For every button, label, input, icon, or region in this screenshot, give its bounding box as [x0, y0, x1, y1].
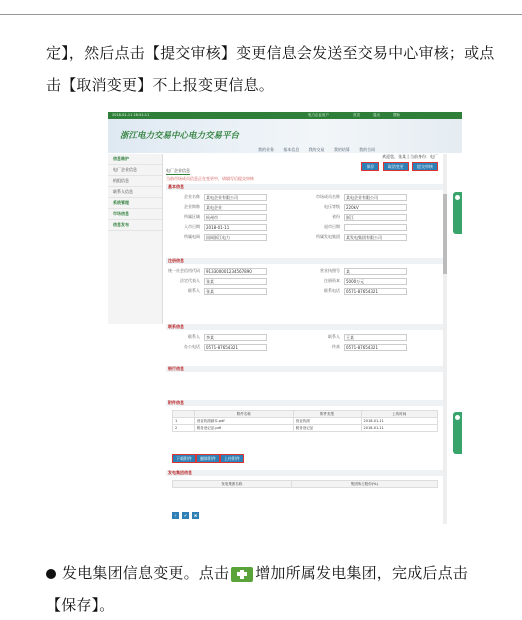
top-nav: [258, 147, 383, 153]
field-label: 电压等级: [324, 204, 340, 209]
topbar-home[interactable]: 首页: [353, 113, 360, 117]
table-cell: 1: [173, 418, 195, 425]
nav-item[interactable]: 我的合同: [359, 147, 376, 152]
field-label: 联系电话: [324, 288, 340, 293]
field-label: 统一社会信用代码: [168, 268, 200, 273]
field-label: 办公电话: [184, 344, 200, 349]
field-label: 所属区域: [184, 214, 200, 219]
field-input[interactable]: 220kV: [344, 204, 407, 211]
field-label: 传真: [332, 344, 340, 349]
field-input[interactable]: 某: [344, 268, 407, 275]
field-label: 所属发电集团: [316, 234, 340, 239]
download-attachment-button[interactable]: 下载附件: [172, 454, 196, 463]
field-input[interactable]: 李某: [204, 334, 267, 341]
scrollbar-thumb[interactable]: [443, 194, 447, 274]
field-label: 联系人: [188, 334, 200, 339]
current-user-info: 欢迎您，张某 | 当前身份：电厂: [382, 154, 438, 159]
screenshot-scrollbar[interactable]: [443, 154, 447, 524]
field-label: 联系人: [328, 334, 340, 339]
table-cell: 2018-01-11: [361, 425, 437, 432]
field-input[interactable]: 张某: [204, 288, 267, 295]
screenshot-main: [166, 154, 442, 524]
field-input[interactable]: 0571-87654321: [344, 288, 407, 295]
floating-side-tab[interactable]: [453, 192, 462, 234]
platform-title: 浙江电力交易中心电力交易平台: [120, 131, 240, 141]
embedded-screenshot: [108, 112, 462, 524]
bullet-dot-icon: [46, 569, 56, 579]
field-label: 企业简称: [184, 204, 200, 209]
section-generation-group: 发电集团信息: [166, 470, 444, 476]
text-segment: 发电集团信息变更。点击: [62, 564, 230, 582]
field-label: 所属电网: [184, 234, 200, 239]
change-hint: 当前市场成员信息正在变更中，请填写后提交审核: [166, 176, 254, 181]
sidebar-group[interactable]: 市场信息: [108, 209, 162, 220]
table-header: 附件类型: [293, 411, 361, 418]
form-row: [166, 204, 442, 212]
nav-item[interactable]: 我的交易: [308, 147, 325, 152]
nav-item[interactable]: 我的业务: [258, 147, 274, 152]
section-basic: 基本信息: [166, 184, 444, 190]
field-input[interactable]: 杭州市: [204, 214, 267, 221]
form-row: [166, 288, 442, 296]
section-contact: 联系信息: [166, 324, 444, 330]
table-cell: 2: [173, 425, 195, 432]
floating-side-tab[interactable]: [453, 412, 462, 454]
date-input[interactable]: 2018-01-11: [204, 224, 267, 231]
table-row[interactable]: [173, 425, 438, 432]
add-row-icon[interactable]: ＋: [173, 513, 178, 518]
sidebar-item[interactable]: 机组信息: [108, 176, 162, 187]
section-bank: 银行信息: [166, 366, 444, 372]
form-row: [166, 278, 442, 286]
table-row[interactable]: [173, 418, 438, 425]
sidebar-group[interactable]: 信息维护: [108, 154, 162, 165]
paragraph-line-2: 击【取消变更】不上报变更信息。: [46, 76, 275, 94]
topbar-logout[interactable]: 退出: [373, 113, 380, 117]
form-row: [166, 344, 442, 352]
date-input[interactable]: [344, 224, 407, 231]
submit-review-button[interactable]: 提交审核: [412, 162, 438, 171]
table-header: 集团所占股份(%): [291, 481, 437, 488]
field-label: 联系人: [188, 288, 200, 293]
cancel-change-button[interactable]: 取消变更: [383, 162, 409, 171]
table-cell: 税务登记证.pdf: [194, 425, 293, 432]
field-input[interactable]: 某电企业有限公司: [204, 194, 267, 201]
field-label: 退市日期: [324, 224, 340, 229]
form-row: [166, 334, 442, 342]
group-table: [172, 480, 438, 488]
text-segment: 增加所属发电集团，完成后点击: [255, 564, 469, 582]
paragraph-line-1: 定】，然后点击【提交审核】变更信息会发送至交易中心审核；或点: [46, 44, 495, 62]
attachment-table: [172, 410, 438, 432]
field-label: 入市日期: [184, 224, 200, 229]
field-input[interactable]: 张某: [204, 278, 267, 285]
table-header: 附件名称: [194, 411, 293, 418]
table-cell: 税务登记证: [293, 425, 361, 432]
table-header: [173, 411, 195, 418]
paragraph-line-4: 【保存】。: [46, 596, 115, 614]
field-input[interactable]: 某电企业: [204, 204, 267, 211]
field-label: 注册资本: [324, 278, 340, 283]
field-label: 营业执照号: [320, 268, 340, 273]
nav-item[interactable]: 基本信息: [283, 147, 300, 152]
action-buttons: [359, 162, 438, 171]
topbar-datetime: 2018-01-11 16:51:11: [112, 113, 150, 117]
form-row: [166, 234, 442, 242]
table-header: 上传时间: [361, 411, 437, 418]
upload-attachment-button[interactable]: 上传附件: [220, 454, 244, 463]
field-input[interactable]: 5000万元: [344, 278, 407, 285]
table-cell: 2018-01-11: [361, 418, 437, 425]
form-row: [166, 268, 442, 276]
field-input[interactable]: 国网浙江电力: [204, 234, 267, 241]
page-top-rule: [0, 14, 522, 15]
field-input[interactable]: 某电企业有限公司: [344, 194, 407, 201]
paragraph-line-3: [46, 558, 468, 588]
field-label: 市场成员名称: [316, 194, 340, 199]
field-input[interactable]: 浙江: [344, 214, 407, 221]
table-cell: 营业执照副本.pdf: [194, 418, 293, 425]
sidebar-item[interactable]: 电厂企业信息: [108, 165, 162, 176]
field-input[interactable]: 0571-87654321: [344, 344, 407, 351]
save-button[interactable]: 保存: [361, 162, 379, 171]
field-label: 企业名称: [184, 194, 200, 199]
form-row: [166, 194, 442, 202]
section-attachments: 附件信息: [166, 400, 444, 406]
section-registration: 注册信息: [166, 258, 444, 264]
screenshot-banner: [108, 119, 462, 153]
field-label: 法定代表人: [180, 278, 200, 283]
field-input[interactable]: 913300001234567890: [204, 268, 267, 275]
delete-row-icon[interactable]: ✖: [193, 513, 198, 518]
field-input[interactable]: 王某: [344, 334, 407, 341]
screenshot-topbar: [108, 112, 462, 119]
table-header: 发电集团名称: [173, 481, 292, 488]
field-input[interactable]: 0571-87654321: [204, 344, 267, 351]
table-cell: 营业执照: [293, 418, 361, 425]
delete-attachment-button[interactable]: 删除附件: [196, 454, 220, 463]
form-row: [166, 214, 442, 222]
tab-company-info[interactable]: 电厂企业信息: [166, 168, 190, 173]
field-input[interactable]: 某发电集团有限公司: [344, 234, 407, 241]
topbar-help[interactable]: 帮助: [393, 113, 400, 117]
screenshot-sidebar: [108, 154, 163, 324]
field-label: 省份: [332, 214, 340, 219]
form-row: [166, 224, 442, 232]
sidebar-group[interactable]: 系统管理: [108, 198, 162, 209]
topbar-user-type: 电力企业用户: [308, 113, 329, 117]
sidebar-group[interactable]: 信息发布: [108, 220, 162, 231]
nav-item[interactable]: 我的结算: [333, 147, 350, 152]
sidebar-item[interactable]: 联系人信息: [108, 187, 162, 198]
confirm-icon[interactable]: ✔: [183, 513, 188, 518]
green-plus-icon: [231, 567, 253, 582]
